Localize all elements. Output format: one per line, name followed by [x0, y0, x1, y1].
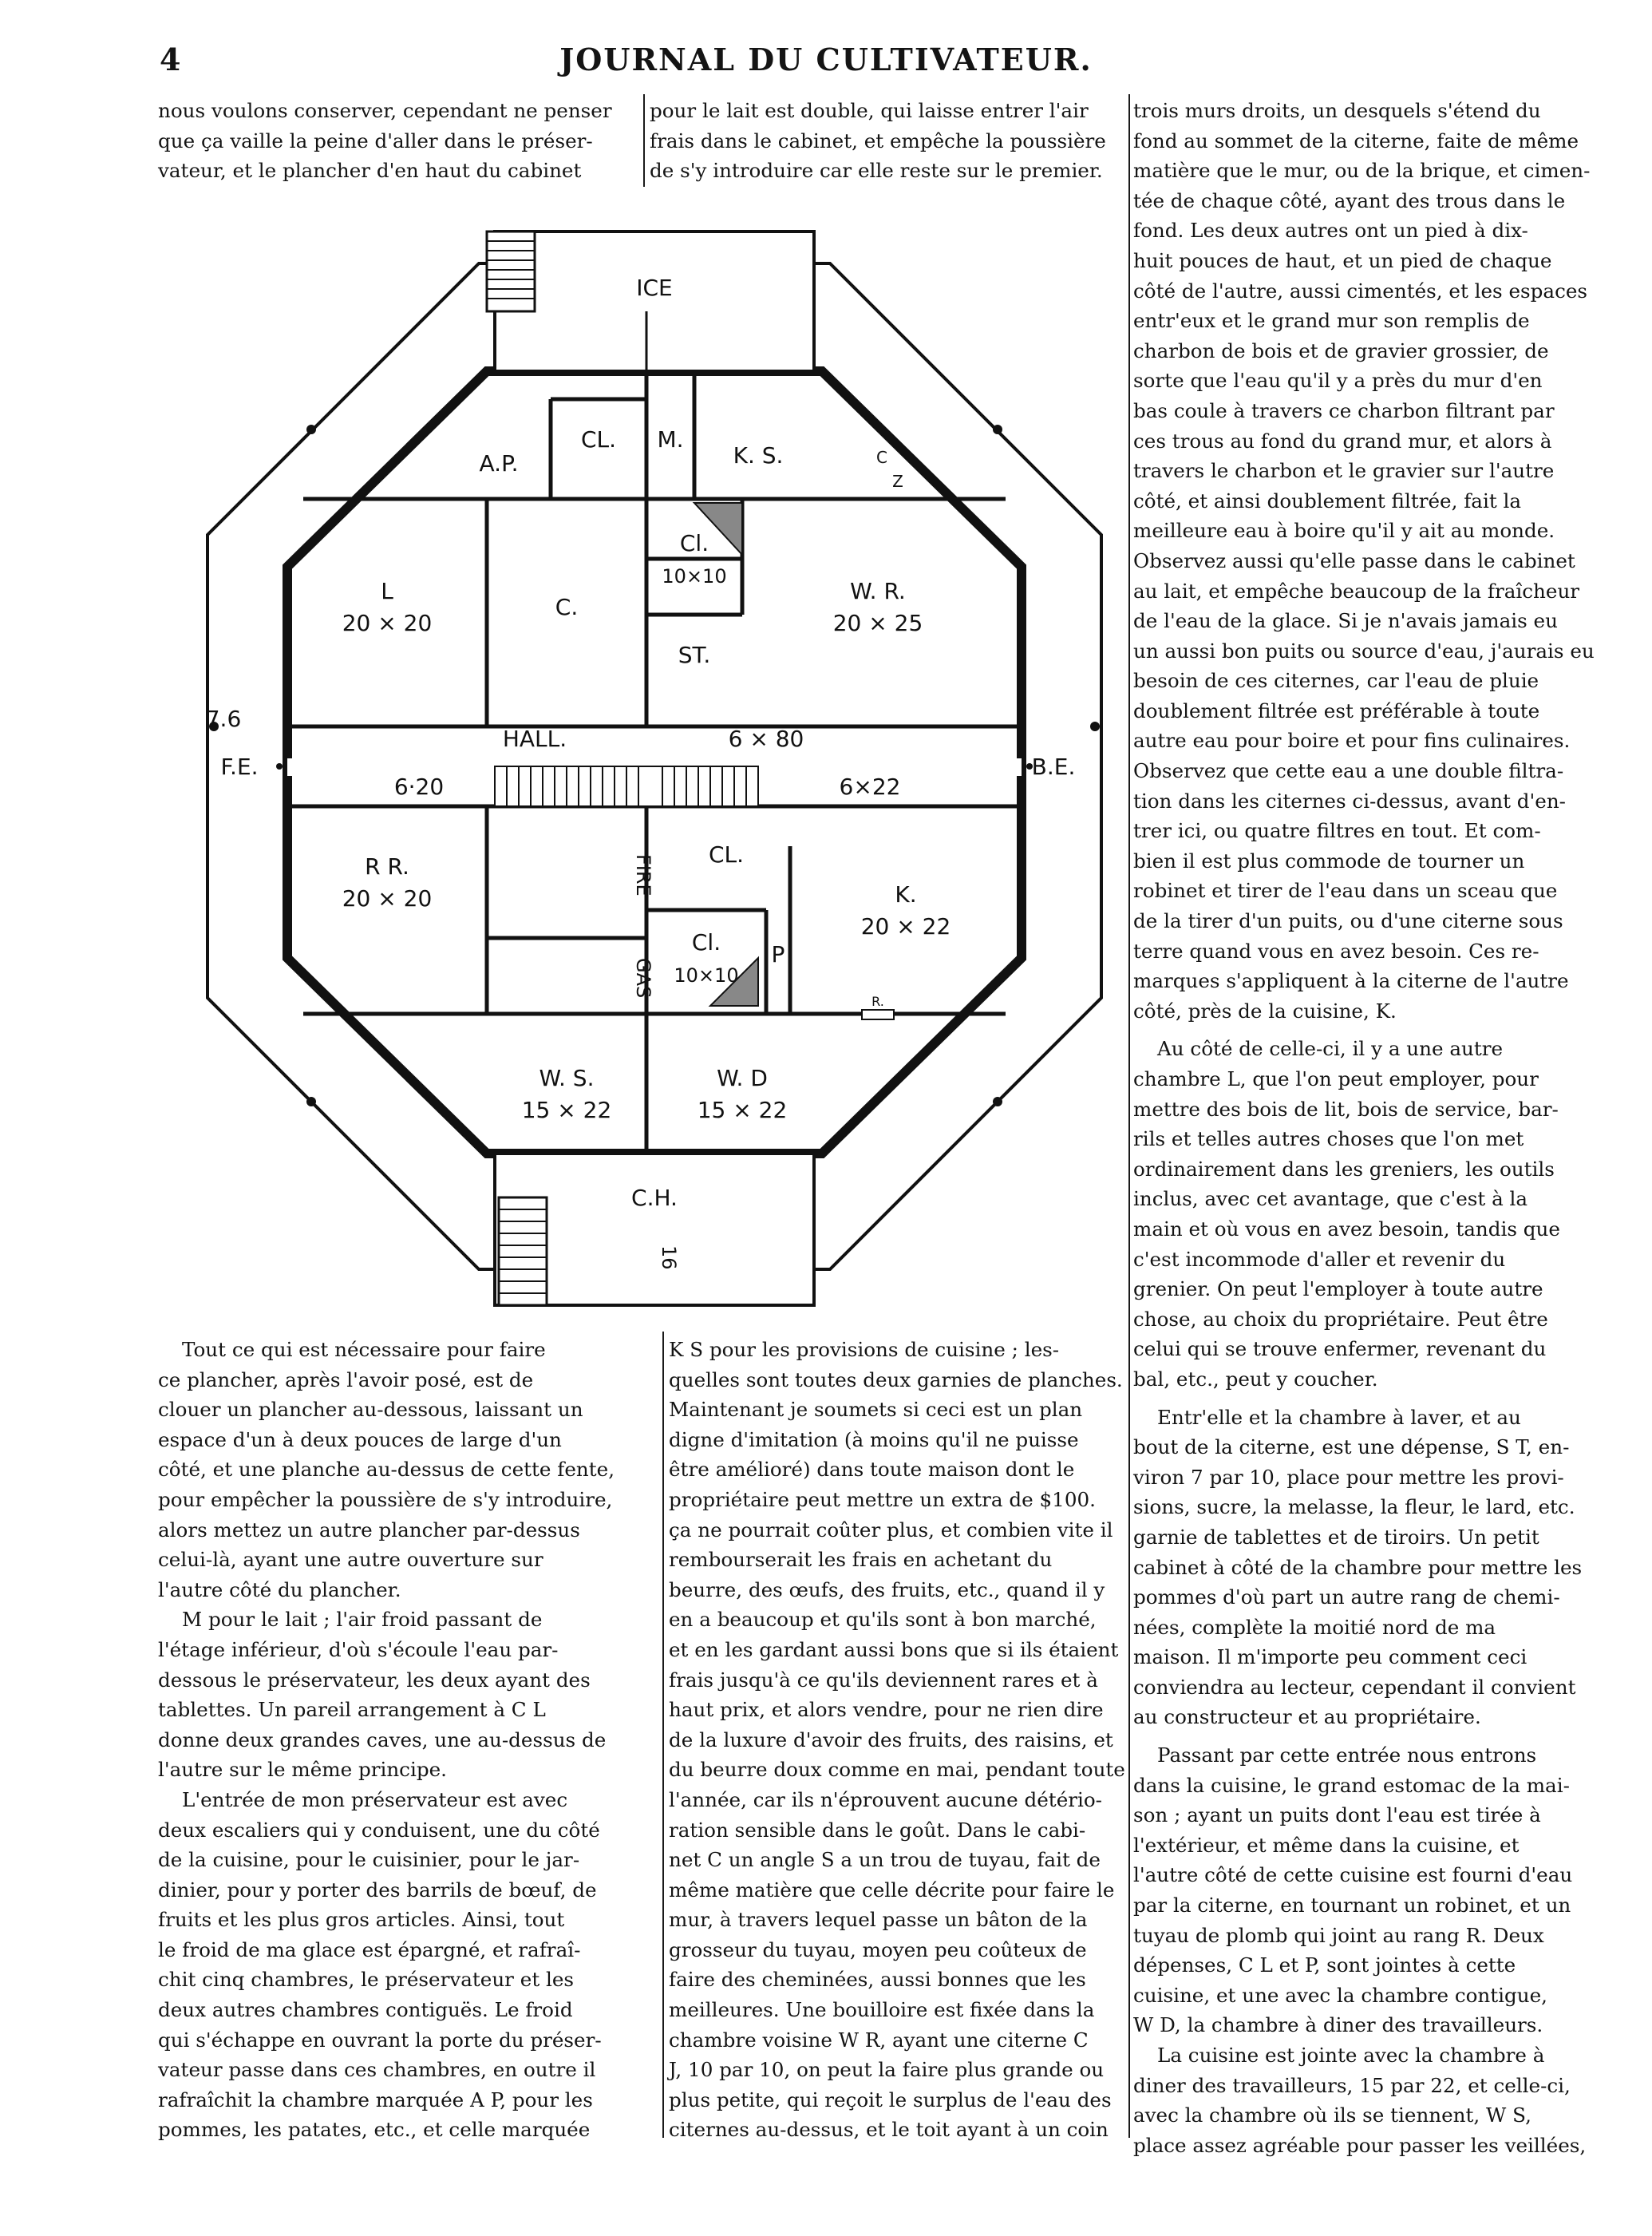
- text-line: celui-là, ayant une autre ouverture sur: [158, 1548, 543, 1572]
- text-line: Observez aussi qu'elle passe dans le cabinet: [1133, 548, 1575, 572]
- text-line: K S pour les provisions de cuisine ; les-: [669, 1338, 1060, 1361]
- text-line: rembourserait les frais en achetant du: [669, 1548, 1053, 1572]
- text-line: La cuisine est jointe avec la chambre à: [1157, 2044, 1545, 2067]
- text-line: tion dans les citernes ci-dessus, avant d'en-: [1133, 789, 1566, 813]
- hall-stairs: [495, 766, 758, 806]
- text-line: dépenses, C L et P, sont jointes à cette: [1133, 1953, 1516, 1977]
- text-line: sorte que l'eau qu'il y a près du mur d'en: [1133, 369, 1543, 393]
- column-1-bottom-text: [158, 1335, 657, 2145]
- text-line: l'autre sur le même principe.: [158, 1758, 447, 1782]
- text-line: chose, au choix du propriétaire. Peut être: [1133, 1307, 1548, 1331]
- text-line: maison. Il m'importe peu comment ceci: [1133, 1645, 1528, 1669]
- label-dim-76: 7.6: [205, 706, 242, 732]
- text-line: faire des cheminées, aussi bonnes que les: [669, 1968, 1086, 1992]
- label-cl-low: Cl.: [691, 929, 721, 956]
- text-line: sions, sucre, la melasse, la fleur, le lard, etc.: [1133, 1495, 1575, 1519]
- text-line: diner des travailleurs, 15 par 22, et celle-ci,: [1133, 2073, 1571, 2097]
- text-line: grenier. On peut l'employer à toute autre: [1133, 1277, 1543, 1301]
- label-fe: F.E.: [220, 754, 259, 780]
- text-line: pour empêcher la poussière de s'y introduire,: [158, 1487, 613, 1511]
- text-line: en a beaucoup et qu'ils sont à bon marché,: [669, 1608, 1097, 1632]
- text-line: place assez agréable pour passer les veillées,: [1133, 2133, 1587, 2157]
- label-range: R.: [871, 994, 884, 1009]
- text-line: trois murs droits, un desquels s'étend du: [1133, 99, 1541, 122]
- text-line: l'autre côté du plancher.: [158, 1577, 401, 1601]
- text-line: entr'eux et le grand mur son remplis de: [1133, 309, 1530, 333]
- label-ws-size: 15 × 22: [521, 1097, 612, 1123]
- text-line: tée de chaque côté, ayant des trous dans le: [1133, 188, 1566, 212]
- text-line: tablettes. Un pareil arrangement à C L: [158, 1698, 546, 1722]
- text-line: besoin de ces citernes, car l'eau de pluie: [1133, 669, 1539, 693]
- text-line: quelles sont toutes deux garnies de planches.: [669, 1367, 1123, 1391]
- text-line: deux autres chambres contiguës. Le froid: [158, 1998, 573, 2022]
- top-stairs: [487, 232, 535, 311]
- text-line: beurre, des œufs, des fruits, etc., quand il y: [669, 1577, 1105, 1601]
- text-line: L'entrée de mon préservateur est avec: [182, 1787, 568, 1811]
- text-line: ce plancher, après l'avoir posé, est de: [158, 1367, 534, 1391]
- text-line: plus petite, qui reçoit le surplus de l'eau des: [669, 2088, 1112, 2111]
- label-hall: HALL.: [502, 726, 567, 752]
- text-line: frais dans le cabinet, et empêche la poussière: [650, 129, 1106, 152]
- text-line: inclus, avec cet avantage, que c'est à la: [1133, 1187, 1528, 1211]
- text-line: ordinairement dans les greniers, les outils: [1133, 1157, 1555, 1181]
- ice-house: [495, 232, 814, 371]
- text-line: tuyau de plomb qui joint au rang R. Deux: [1133, 1923, 1544, 1947]
- text-line: côté, près de la cuisine, K.: [1133, 999, 1397, 1023]
- text-line: deux escaliers qui y conduisent, une du côté: [158, 1818, 600, 1842]
- label-wr: W. R.: [850, 578, 906, 604]
- label-cl-lower: CL.: [708, 841, 745, 868]
- label-k-size: 20 × 22: [860, 913, 951, 940]
- text-line: côté, et ainsi doublement filtrée, fait la: [1133, 489, 1522, 512]
- text-line: de s'y introduire car elle reste sur le premier.: [650, 159, 1103, 183]
- text-line: le froid de ma glace est épargné, et rafraî-: [158, 1937, 581, 1961]
- text-line: chit cinq chambres, le préservateur et les: [158, 1968, 575, 1992]
- text-line: Au côté de celle-ci, il y a une autre: [1157, 1037, 1504, 1061]
- label-ks: K. S.: [733, 442, 784, 469]
- column-rule-2: [1128, 94, 1130, 2138]
- label-c-room: C.: [555, 594, 579, 620]
- text-line: l'étage inférieur, d'où s'écoule l'eau par-: [158, 1637, 559, 1661]
- label-wd: W. D: [717, 1065, 768, 1091]
- label-l-size: 20 × 20: [342, 610, 433, 636]
- text-line: chambre voisine W R, ayant une citerne C: [669, 2028, 1089, 2052]
- text-line: alors mettez un autre plancher par-dessus: [158, 1518, 580, 1541]
- text-line: de la tirer d'un puits, ou d'une citerne sous: [1133, 909, 1563, 933]
- text-line: bas coule à travers ce charbon filtrant par: [1133, 398, 1555, 422]
- text-line: vateur, et le plancher d'en haut du cabinet: [158, 159, 582, 183]
- text-line: Tout ce qui est nécessaire pour faire: [182, 1338, 546, 1361]
- text-line: côté de l'autre, aussi cimentés, et les espaces: [1133, 279, 1588, 303]
- text-line: Passant par cette entrée nous entrons: [1157, 1743, 1537, 1767]
- text-line: autre eau pour boire et pour fins culinaires.: [1133, 729, 1571, 753]
- text-line: M pour le lait ; l'air froid passant de: [182, 1608, 543, 1632]
- column-3-text: [1133, 96, 1612, 2160]
- text-line: viron 7 par 10, place pour mettre les provi-: [1133, 1465, 1564, 1489]
- text-line: rils et telles autres choses que l'on met: [1133, 1127, 1524, 1151]
- label-c-small: C: [876, 448, 887, 467]
- label-rr-size: 20 × 20: [342, 885, 433, 912]
- text-line: au lait, et empêche beaucoup de la fraîcheur: [1133, 579, 1580, 603]
- text-line: pommes d'où part un autre rang de chemi-: [1133, 1585, 1560, 1609]
- text-line: donne deux grandes caves, une au-dessus de: [158, 1727, 607, 1751]
- text-line: fond. Les deux autres ont un pied à dix-: [1133, 219, 1528, 243]
- text-line: clouer un plancher au-dessous, laissant un: [158, 1398, 583, 1422]
- text-line: dans la cuisine, le grand estomac de la mai-: [1133, 1773, 1570, 1797]
- column-2-bottom-text: [669, 1335, 1124, 2145]
- label-l: L: [381, 578, 393, 604]
- text-line: bal, etc., peut y coucher.: [1133, 1367, 1378, 1391]
- text-line: Maintenant je soumets si ceci est un plan: [669, 1398, 1083, 1422]
- text-line: dinier, pour y porter des barrils de bœuf, de: [158, 1878, 597, 1902]
- text-line: l'extérieur, et même dans la cuisine, et: [1133, 1833, 1520, 1857]
- page-number: 4: [160, 42, 181, 77]
- label-wr-size: 20 × 25: [832, 610, 923, 636]
- text-line: main et où vous en avez besoin, tandis que: [1133, 1217, 1560, 1241]
- text-line: Observez que cette eau a une double filtra-: [1133, 759, 1564, 783]
- text-line: bien il est plus commode de tourner un: [1133, 849, 1525, 873]
- text-line: être amélioré) dans toute maison dont le: [669, 1458, 1075, 1482]
- text-line: digne d'imitation (à moins qu'il ne puisse: [669, 1427, 1079, 1451]
- text-line: même matière que celle décrite pour faire le: [669, 1878, 1115, 1902]
- text-line: vateur passe dans ces chambres, en outre il: [158, 2058, 596, 2082]
- text-line: ces trous au fond du grand mur, et alors à: [1133, 429, 1552, 453]
- label-p: P: [771, 941, 785, 968]
- text-line: haut prix, et alors vendre, pour ne rien dire: [669, 1698, 1104, 1722]
- text-line: qui s'échappe en ouvrant la porte du préser-: [158, 2028, 602, 2052]
- text-line: meilleure eau à boire qu'il y ait au monde.: [1133, 519, 1555, 543]
- text-line: fruits et les plus gros articles. Ainsi, tout: [158, 1908, 565, 1932]
- inner-octagon: [287, 371, 1022, 1154]
- label-hall-size: 6 × 80: [728, 726, 804, 752]
- text-line: meilleures. Une bouilloire est fixée dans la: [669, 1998, 1095, 2022]
- text-line: garnie de tablettes et de tiroirs. Un petit: [1133, 1525, 1539, 1549]
- text-line: que ça vaille la peine d'aller dans le préser-: [158, 129, 593, 152]
- text-line: chambre L, que l'on peut employer, pour: [1133, 1067, 1539, 1090]
- label-st: ST.: [678, 642, 711, 668]
- text-line: de la luxure d'avoir des fruits, des raisins, et: [669, 1727, 1113, 1751]
- label-wd-size: 15 × 22: [697, 1097, 788, 1123]
- label-m: M.: [657, 426, 684, 453]
- range-box: [862, 1010, 894, 1019]
- text-line: cuisine, et une avec la chambre contigue,: [1133, 1983, 1547, 2007]
- text-line: de la cuisine, pour le cuisinier, pour le jar-: [158, 1848, 580, 1872]
- label-gas: GAS: [632, 958, 654, 999]
- text-line: son ; ayant un puits dont l'eau est tirée à: [1133, 1803, 1541, 1827]
- text-line: matière que le mur, ou de la brique, et cimen-: [1133, 159, 1591, 183]
- text-line: cabinet à côté de la chambre pour mettre les: [1133, 1555, 1583, 1579]
- text-line: huit pouces de haut, et un pied de chaque: [1133, 248, 1552, 272]
- text-line: terre quand vous en avez besoin. Ces re-: [1133, 939, 1539, 963]
- label-cl-low-size: 10×10: [674, 964, 739, 987]
- text-line: doublement filtrée est préférable à toute: [1133, 699, 1540, 722]
- text-line: pour le lait est double, qui laisse entrer l'air: [650, 99, 1089, 122]
- text-line: travers le charbon et le gravier sur l'autre: [1133, 459, 1555, 483]
- text-line: dessous le préservateur, les deux ayant des: [158, 1668, 591, 1692]
- text-line: de l'eau de la glace. Si je n'avais jamais eu: [1133, 609, 1558, 633]
- text-line: nous voulons conserver, cependant ne penser: [158, 99, 612, 122]
- interior-walls: [287, 371, 1022, 1154]
- text-line: l'année, car ils n'éprouvent aucune détério-: [669, 1787, 1102, 1811]
- text-line: net C un angle S a un trou de tuyau, fait de: [669, 1848, 1101, 1872]
- text-line: c'est incommode d'aller et revenir du: [1133, 1247, 1506, 1271]
- text-line: frais jusqu'à ce qu'ils deviennent rares et à: [669, 1668, 1098, 1692]
- label-ch: C.H.: [631, 1185, 678, 1211]
- text-line: un aussi bon puits ou source d'eau, j'aurais eu: [1133, 639, 1595, 663]
- text-line: bout de la citerne, est une dépense, S T, en-: [1133, 1435, 1570, 1459]
- text-line: fond au sommet de la citerne, faite de même: [1133, 129, 1579, 152]
- text-line: J, 10 par 10, on peut la faire plus grande ou: [669, 2058, 1105, 2082]
- text-line: l'autre côté de cette cuisine est fourni d'eau: [1133, 1863, 1573, 1887]
- text-line: ça ne pourrait coûter plus, et combien vite il: [669, 1518, 1113, 1541]
- label-16: 16: [658, 1245, 680, 1270]
- label-left-620: 6·20: [393, 774, 445, 800]
- text-line: pommes, les patates, etc., et celle marquée: [158, 2118, 591, 2142]
- column-rule-3: [662, 1332, 664, 2138]
- text-line: marques s'appliquent à la citerne de l'autre: [1133, 969, 1569, 993]
- text-line: espace d'un à deux pouces de large d'un: [158, 1427, 562, 1451]
- text-line: Entr'elle et la chambre à laver, et au: [1157, 1405, 1521, 1429]
- text-line: citernes au-dessus, et le toit ayant à un coin: [669, 2118, 1109, 2142]
- text-line: mettre des bois de lit, bois de service, bar-: [1133, 1097, 1559, 1121]
- text-line: côté, et une planche au-dessus de cette fente,: [158, 1458, 615, 1482]
- label-fire: FIRE: [632, 854, 654, 896]
- label-ws: W. S.: [539, 1065, 595, 1091]
- text-line: grosseur du tuyau, moyen peu coûteux de: [669, 1937, 1087, 1961]
- bottom-stairs: [499, 1197, 547, 1305]
- label-rr: R R.: [365, 853, 409, 880]
- text-line: nées, complète la moitié nord de ma: [1133, 1615, 1496, 1639]
- column-rule-1: [643, 94, 645, 187]
- column-2-top-text: [650, 96, 1120, 186]
- label-k: K.: [895, 881, 917, 908]
- text-line: au constructeur et au propriétaire.: [1133, 1705, 1481, 1729]
- text-line: rafraîchit la chambre marquée A P, pour les: [158, 2088, 593, 2111]
- text-line: et en les gardant aussi bons que si ils étaient: [669, 1637, 1119, 1661]
- text-line: trer ici, ou quatre filtres en tout. Et com-: [1133, 819, 1541, 843]
- column-1-top-text: [158, 96, 637, 186]
- label-cl-mid: Cl.: [679, 530, 709, 556]
- label-ice: ICE: [636, 275, 673, 301]
- text-line: W D, la chambre à diner des travailleurs.: [1133, 2013, 1543, 2037]
- label-z-small: Z: [892, 472, 903, 491]
- label-right-622: 6×22: [839, 774, 901, 800]
- text-line: ration sensible dans le goût. Dans le cabi-: [669, 1818, 1086, 1842]
- text-line: celui qui se trouve enfermer, revenant du: [1133, 1337, 1547, 1361]
- text-line: du beurre doux comme en mai, pendant toute: [669, 1758, 1125, 1782]
- text-line: charbon de bois et de gravier grossier, de: [1133, 338, 1549, 362]
- text-line: robinet et tirer de l'eau dans un sceau que: [1133, 879, 1558, 903]
- label-be: B.E.: [1031, 754, 1076, 780]
- text-line: par la citerne, en tournant un robinet, et un: [1133, 1894, 1571, 1917]
- label-cl-mid-size: 10×10: [662, 565, 727, 588]
- floor-plan-illustration: [184, 216, 1125, 1325]
- text-line: propriétaire peut mettre un extra de $100.: [669, 1487, 1096, 1511]
- label-ap: A.P.: [479, 450, 519, 477]
- text-line: avec la chambre où ils se tiennent, W S,: [1133, 2103, 1531, 2127]
- text-line: mur, à travers lequel passe un bâton de la: [669, 1908, 1088, 1932]
- label-cl-top: CL.: [580, 426, 617, 453]
- page-header-title: JOURNAL DU CULTIVATEUR.: [559, 42, 1093, 77]
- text-line: conviendra au lecteur, cependant il convient: [1133, 1675, 1576, 1699]
